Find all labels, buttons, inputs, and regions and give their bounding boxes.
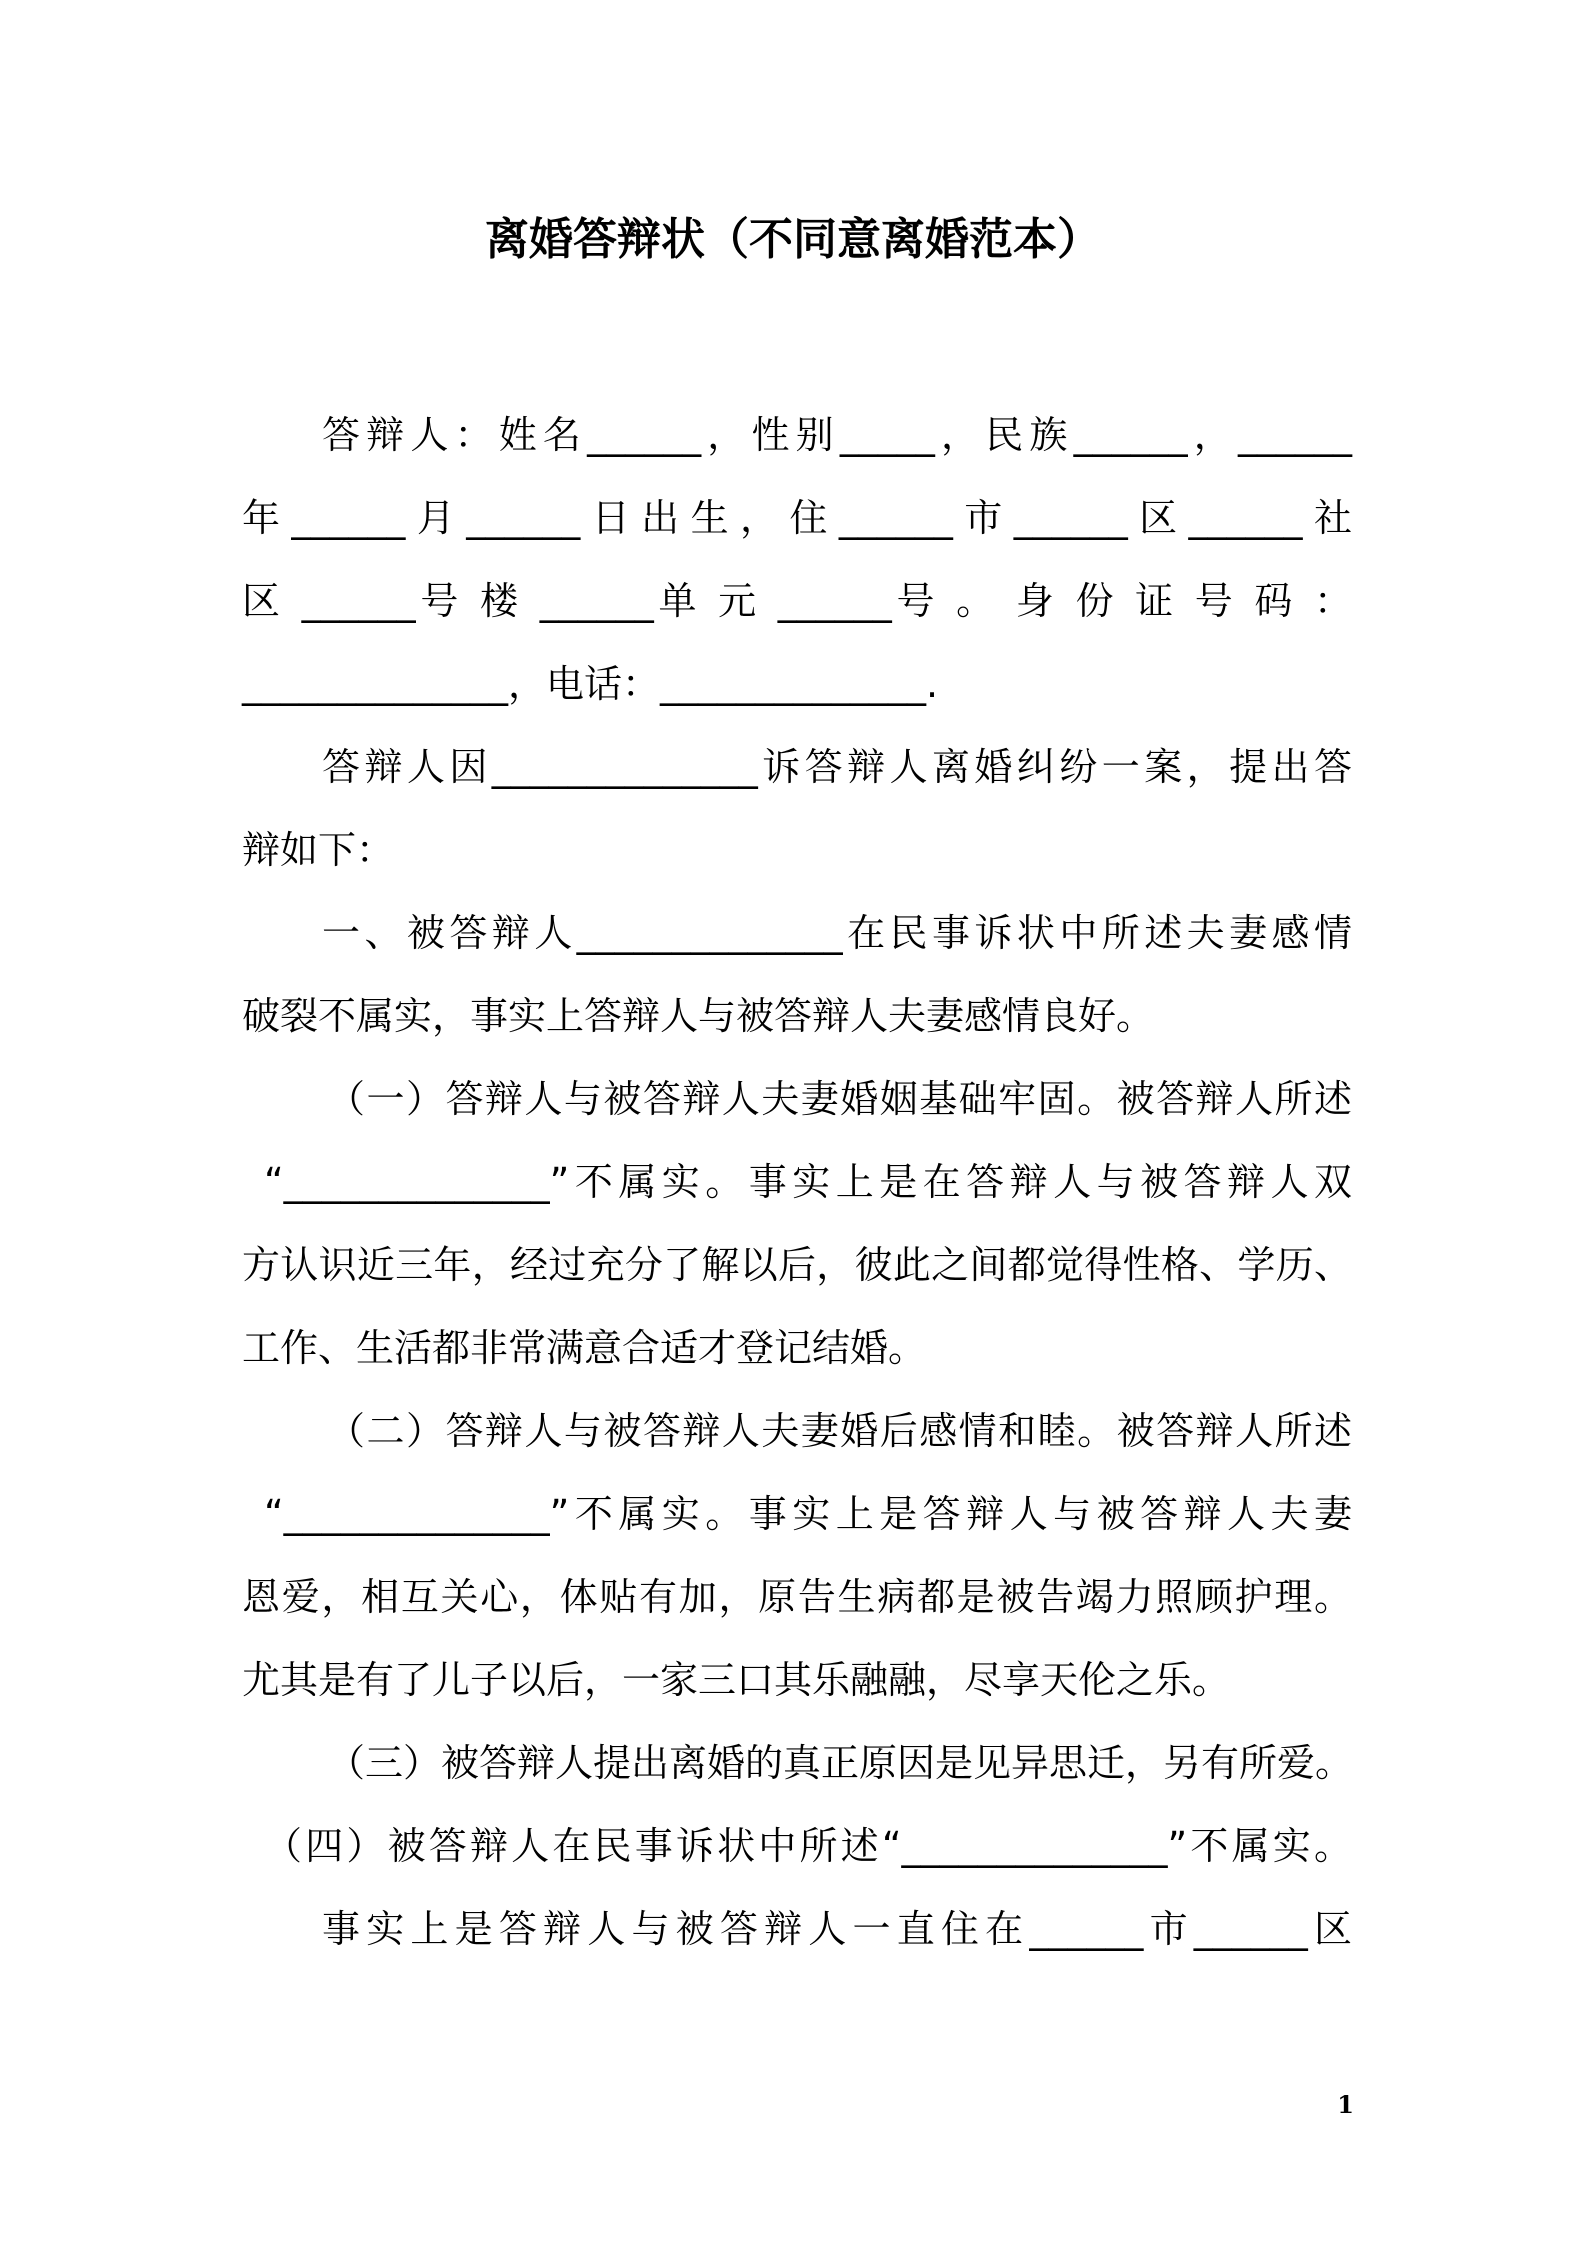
body-line: （二）答辩人与被答辩人夫妻婚后感情和睦。被答辩人所述 (327, 1409, 1352, 1453)
body-line: （四）被答辩人在民事诉状中所述“______________”不属实。 (264, 1824, 1352, 1868)
body-line: 尤其是有了儿子以后，一家三口其乐融融，尽享天伦之乐。 (242, 1658, 1231, 1702)
body-line: 答辩人：姓名______，性别_____，民族______，______ (322, 413, 1352, 457)
body-line: 破裂不属实，事实上答辩人与被答辩人夫妻感情良好。 (242, 994, 1155, 1038)
document-title: 离婚答辩状（不同意离婚范本） (485, 214, 1101, 265)
body-line: 一、被答辩人______________在民事诉状中所述夫妻感情 (322, 911, 1352, 955)
body-line: 答辩人因______________诉答辩人离婚纠纷一案，提出答 (322, 745, 1352, 789)
body-line: （一）答辩人与被答辩人夫妻婚姻基础牢固。被答辩人所述 (327, 1077, 1352, 1121)
body-line: 事实上是答辩人与被答辩人一直住在______市______区 (322, 1907, 1352, 1951)
body-line: 恩爱，相互关心，体贴有加，原告生病都是被告竭力照顾护理。 (242, 1575, 1352, 1619)
page-number: 1 (1337, 2090, 1354, 2119)
body-line: ______________，电话：______________. (242, 662, 939, 706)
body-line: “______________”不属实。事实上是在答辩人与被答辩人双 (264, 1160, 1352, 1204)
body-line: 方认识近三年，经过充分了解以后，彼此之间都觉得性格、学历、 (242, 1243, 1352, 1287)
body-line: （三）被答辩人提出离婚的真正原因是见异思迁，另有所爱。 (327, 1741, 1354, 1785)
body-line: 工作、生活都非常满意合适才登记结婚。 (242, 1326, 927, 1370)
body-line: “______________”不属实。事实上是答辩人与被答辩人夫妻 (264, 1492, 1352, 1536)
body-line: 年______月______日出生，住______市______区______社 (242, 496, 1352, 540)
body-line: 辩如下： (242, 828, 395, 872)
body-line: 区 ______号 楼 ______单 元 ______号 。 身 份 证 号 码 ： (242, 579, 1352, 623)
